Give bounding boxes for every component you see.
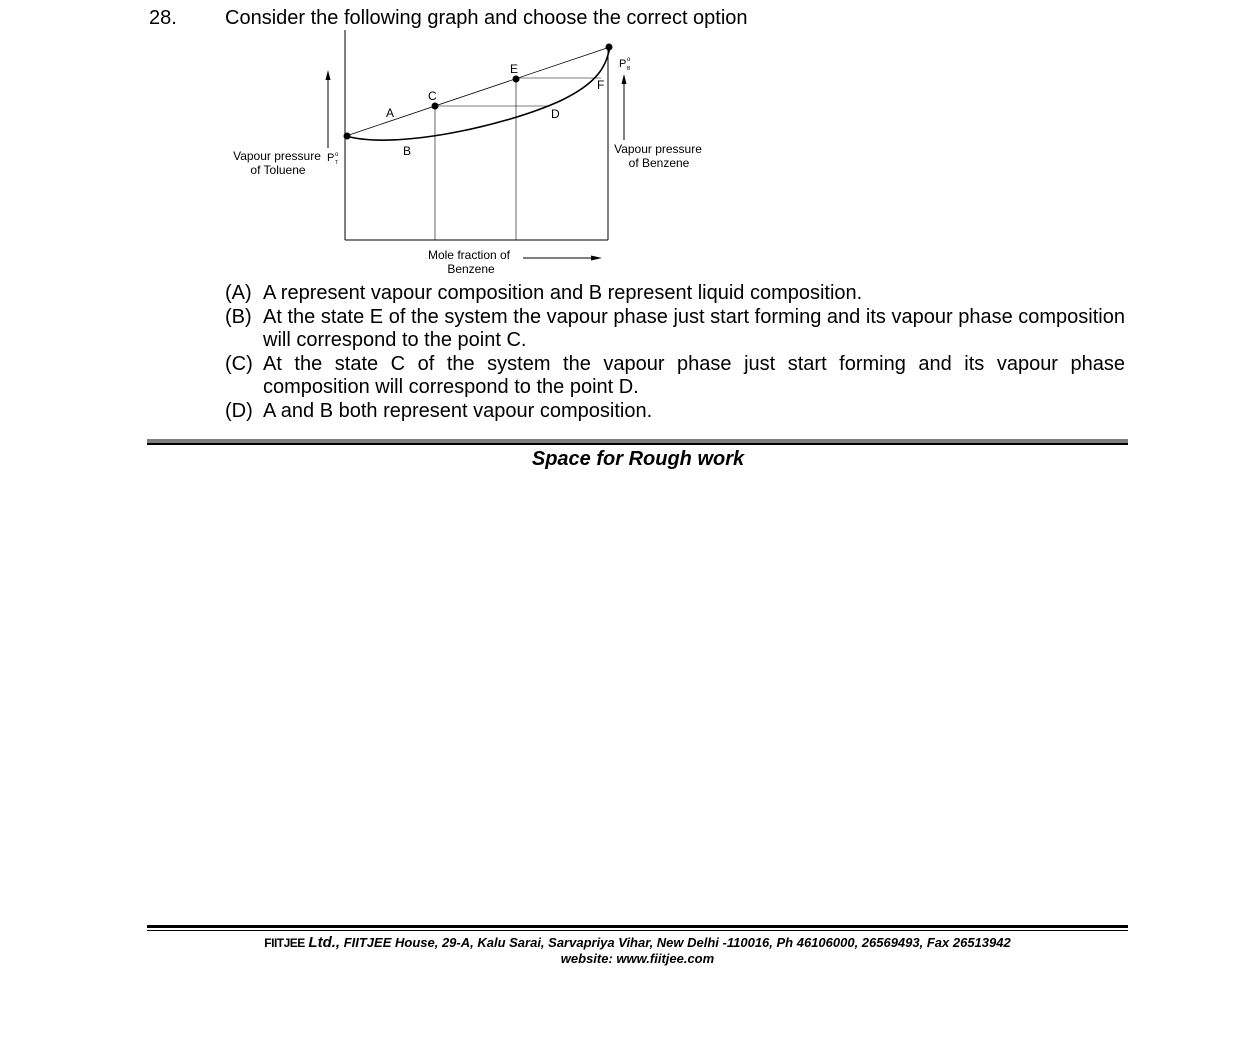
vapour-curve xyxy=(346,47,610,140)
option-letter: (D) xyxy=(225,399,253,422)
options-list xyxy=(225,282,1125,423)
option-letter: (B) xyxy=(225,305,252,328)
footer-brand: FIITJEE xyxy=(264,936,305,950)
label-pt: P xyxy=(327,152,335,164)
point-pt-dot xyxy=(344,133,351,140)
option-c[interactable] xyxy=(225,353,1125,400)
footer-divider-thin xyxy=(147,930,1128,931)
option-d[interactable] xyxy=(225,400,1125,424)
label-pb-sup: o xyxy=(627,57,631,63)
footer-address-line xyxy=(147,935,1128,951)
label-e: E xyxy=(510,62,519,76)
option-text: At the state C of the system the vapour phase just start forming and its vapour phase composition will correspond to the point D. xyxy=(263,352,1125,398)
liquid-line xyxy=(346,47,610,136)
label-pt-sub: T xyxy=(335,160,339,166)
footer-divider-thick xyxy=(147,925,1128,928)
label-b: B xyxy=(403,144,412,158)
x-axis-caption-line1: Mole fraction of xyxy=(427,248,511,262)
option-letter: (A) xyxy=(225,282,252,304)
point-pb-dot xyxy=(606,44,613,51)
left-axis-caption-line1: Vapour pressure xyxy=(233,149,321,163)
left-up-arrowhead xyxy=(326,70,331,80)
question-text: Consider the following graph and choose the correct option xyxy=(225,7,748,29)
option-b[interactable] xyxy=(225,306,1125,353)
label-c: C xyxy=(428,89,437,103)
option-letter: (C) xyxy=(225,352,253,375)
left-axis-caption-line2: of Toluene xyxy=(250,163,306,177)
right-axis-caption-line2: of Benzene xyxy=(628,156,690,170)
option-text: A and B both represent vapour composition. xyxy=(263,399,653,422)
point-e-dot xyxy=(513,76,520,83)
rough-work-heading: Space for Rough work xyxy=(531,448,745,470)
label-pb-sub: B xyxy=(627,66,631,72)
x-axis-caption-line2: Benzene xyxy=(447,262,495,276)
section-divider-black xyxy=(147,443,1128,445)
option-text: A represent vapour composition and B represent liquid composition. xyxy=(263,282,863,304)
question-number: 28. xyxy=(149,7,177,29)
footer-website[interactable]: website: www.fiitjee.com xyxy=(560,951,715,966)
right-axis-caption-line1: Vapour pressure xyxy=(614,142,702,156)
label-f: F xyxy=(597,78,605,92)
point-c-dot xyxy=(432,103,439,110)
footer xyxy=(147,935,1128,967)
option-text: At the state E of the system the vapour phase just start forming and its vapour phase composition will correspond to the point C. xyxy=(263,305,1125,351)
label-a: A xyxy=(386,106,395,120)
vapour-pressure-diagram xyxy=(0,0,1238,290)
footer-ltd: Ltd., xyxy=(308,934,341,951)
x-right-arrowhead xyxy=(591,256,602,261)
right-up-arrowhead xyxy=(622,74,627,84)
footer-address: FIITJEE House, 29-A, Kalu Sarai, Sarvapriya Vihar, New Delhi -110016, Ph 46106000, 26569493, Fax 26513942 xyxy=(343,935,1011,950)
option-a[interactable] xyxy=(225,282,1125,306)
label-pb: P xyxy=(619,58,627,70)
label-pt-sup: o xyxy=(335,152,339,158)
label-d: D xyxy=(551,107,560,121)
